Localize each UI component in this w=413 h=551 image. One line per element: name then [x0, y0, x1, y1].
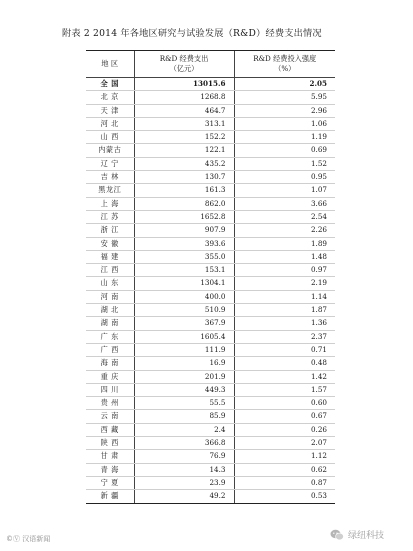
- intensity-cell: 0.53: [234, 490, 335, 503]
- table-row: [86, 490, 335, 503]
- table-body: [86, 78, 335, 504]
- region-cell: 广 东: [86, 330, 134, 343]
- intensity-cell: 0.95: [234, 171, 335, 184]
- intensity-cell: 1.52: [234, 157, 335, 170]
- expenditure-cell: 464.7: [134, 104, 234, 117]
- intensity-cell: 1.36: [234, 317, 335, 330]
- header-expenditure-line1: R&D 经费支出: [159, 54, 209, 63]
- region-cell: 上 海: [86, 197, 134, 210]
- intensity-cell: 0.97: [234, 264, 335, 277]
- table-row: [86, 410, 335, 423]
- expenditure-cell: 510.9: [134, 304, 234, 317]
- table-row: [86, 78, 335, 91]
- intensity-cell: 0.87: [234, 476, 335, 489]
- header-region: 地 区: [86, 51, 134, 78]
- expenditure-cell: 2.4: [134, 423, 234, 436]
- table-row: [86, 210, 335, 223]
- table-row: [86, 104, 335, 117]
- wechat-icon: [330, 529, 344, 541]
- expenditure-cell: 400.0: [134, 290, 234, 303]
- region-cell: 河 北: [86, 117, 134, 130]
- region-cell: 福 建: [86, 250, 134, 263]
- expenditure-cell: 13015.6: [134, 78, 234, 91]
- intensity-cell: 1.42: [234, 370, 335, 383]
- expenditure-cell: 862.0: [134, 197, 234, 210]
- intensity-cell: 2.96: [234, 104, 335, 117]
- expenditure-cell: 85.9: [134, 410, 234, 423]
- region-cell: 青 海: [86, 463, 134, 476]
- intensity-cell: 0.60: [234, 397, 335, 410]
- region-cell: 北 京: [86, 91, 134, 104]
- intensity-cell: 2.37: [234, 330, 335, 343]
- table-row: [86, 343, 335, 356]
- intensity-cell: 3.66: [234, 197, 335, 210]
- watermark-right: [330, 528, 384, 541]
- expenditure-cell: 161.3: [134, 184, 234, 197]
- table-row: [86, 184, 335, 197]
- table-row: [86, 330, 335, 343]
- expenditure-cell: 111.9: [134, 343, 234, 356]
- region-cell: 海 南: [86, 357, 134, 370]
- expenditure-cell: 1268.8: [134, 91, 234, 104]
- region-cell: 云 南: [86, 410, 134, 423]
- region-cell: 广 西: [86, 343, 134, 356]
- region-cell: 贵 州: [86, 397, 134, 410]
- region-cell: 陕 西: [86, 437, 134, 450]
- expenditure-cell: 313.1: [134, 117, 234, 130]
- region-cell: 湖 北: [86, 304, 134, 317]
- table-row: [86, 250, 335, 263]
- region-cell: 山 东: [86, 277, 134, 290]
- intensity-cell: 2.05: [234, 78, 335, 91]
- region-cell: 全 国: [86, 78, 134, 91]
- region-cell: 天 津: [86, 104, 134, 117]
- intensity-cell: 2.54: [234, 210, 335, 223]
- table-row: [86, 117, 335, 130]
- intensity-cell: 1.57: [234, 383, 335, 396]
- region-cell: 西 藏: [86, 423, 134, 436]
- region-cell: 新 疆: [86, 490, 134, 503]
- region-cell: 河 南: [86, 290, 134, 303]
- intensity-cell: 1.07: [234, 184, 335, 197]
- expenditure-cell: 49.2: [134, 490, 234, 503]
- intensity-cell: 1.19: [234, 131, 335, 144]
- expenditure-cell: 16.9: [134, 357, 234, 370]
- expenditure-cell: 122.1: [134, 144, 234, 157]
- intensity-cell: 1.89: [234, 237, 335, 250]
- table-row: [86, 357, 335, 370]
- intensity-cell: 1.14: [234, 290, 335, 303]
- header-intensity-line2: （%）: [274, 64, 296, 73]
- region-cell: 重 庆: [86, 370, 134, 383]
- intensity-cell: 0.62: [234, 463, 335, 476]
- region-cell: 江 西: [86, 264, 134, 277]
- table-row: [86, 450, 335, 463]
- table-row: [86, 423, 335, 436]
- table-row: [86, 224, 335, 237]
- expenditure-cell: 907.9: [134, 224, 234, 237]
- table-row: [86, 277, 335, 290]
- expenditure-cell: 201.9: [134, 370, 234, 383]
- header-intensity: [234, 51, 335, 78]
- table-row: [86, 264, 335, 277]
- expenditure-cell: 14.3: [134, 463, 234, 476]
- table-row: [86, 383, 335, 396]
- table-row: [86, 370, 335, 383]
- table-row: [86, 317, 335, 330]
- intensity-cell: 2.26: [234, 224, 335, 237]
- expenditure-cell: 1605.4: [134, 330, 234, 343]
- region-cell: 甘 肃: [86, 450, 134, 463]
- expenditure-cell: 393.6: [134, 237, 234, 250]
- rd-expenditure-table: [86, 50, 335, 504]
- document-title: 附表 2 2014 年各地区研究与试验发展（R&D）经费支出情况: [62, 28, 322, 39]
- expenditure-cell: 367.9: [134, 317, 234, 330]
- expenditure-cell: 355.0: [134, 250, 234, 263]
- table-row: [86, 397, 335, 410]
- table-row: [86, 476, 335, 489]
- region-cell: 湖 南: [86, 317, 134, 330]
- region-cell: 安 徽: [86, 237, 134, 250]
- expenditure-cell: 449.3: [134, 383, 234, 396]
- region-cell: 吉 林: [86, 171, 134, 184]
- intensity-cell: 2.19: [234, 277, 335, 290]
- region-cell: 宁 夏: [86, 476, 134, 489]
- region-cell: 江 苏: [86, 210, 134, 223]
- watermark-right-text: 绿纽科技: [348, 531, 385, 541]
- expenditure-cell: 153.1: [134, 264, 234, 277]
- expenditure-cell: 435.2: [134, 157, 234, 170]
- expenditure-cell: 366.8: [134, 437, 234, 450]
- region-cell: 浙 江: [86, 224, 134, 237]
- intensity-cell: 1.87: [234, 304, 335, 317]
- table-row: [86, 290, 335, 303]
- expenditure-cell: 23.9: [134, 476, 234, 489]
- expenditure-cell: 130.7: [134, 171, 234, 184]
- table-row: [86, 304, 335, 317]
- intensity-cell: 0.26: [234, 423, 335, 436]
- intensity-cell: 0.48: [234, 357, 335, 370]
- table-row: [86, 463, 335, 476]
- intensity-cell: 1.48: [234, 250, 335, 263]
- expenditure-cell: 152.2: [134, 131, 234, 144]
- watermark-left: ©Ⓥ 汉语新闻: [6, 535, 51, 543]
- intensity-cell: 1.12: [234, 450, 335, 463]
- expenditure-cell: 1304.1: [134, 277, 234, 290]
- region-cell: 山 西: [86, 131, 134, 144]
- table-row: [86, 437, 335, 450]
- intensity-cell: 1.06: [234, 117, 335, 130]
- table-row: [86, 157, 335, 170]
- table-header: [86, 51, 335, 78]
- table-row: [86, 171, 335, 184]
- table-row: [86, 131, 335, 144]
- expenditure-cell: 76.9: [134, 450, 234, 463]
- expenditure-cell: 55.5: [134, 397, 234, 410]
- intensity-cell: 0.67: [234, 410, 335, 423]
- intensity-cell: 0.71: [234, 343, 335, 356]
- intensity-cell: 0.69: [234, 144, 335, 157]
- region-cell: 辽 宁: [86, 157, 134, 170]
- table-row: [86, 91, 335, 104]
- header-intensity-line1: R&D 经费投入强度: [253, 54, 317, 63]
- region-cell: 内蒙古: [86, 144, 134, 157]
- table-row: [86, 144, 335, 157]
- region-cell: 黑龙江: [86, 184, 134, 197]
- table-row: [86, 197, 335, 210]
- expenditure-cell: 1652.8: [134, 210, 234, 223]
- header-expenditure-line2: （亿元）: [169, 64, 199, 73]
- header-expenditure: [134, 51, 234, 78]
- intensity-cell: 5.95: [234, 91, 335, 104]
- region-cell: 四 川: [86, 383, 134, 396]
- table-row: [86, 237, 335, 250]
- intensity-cell: 2.07: [234, 437, 335, 450]
